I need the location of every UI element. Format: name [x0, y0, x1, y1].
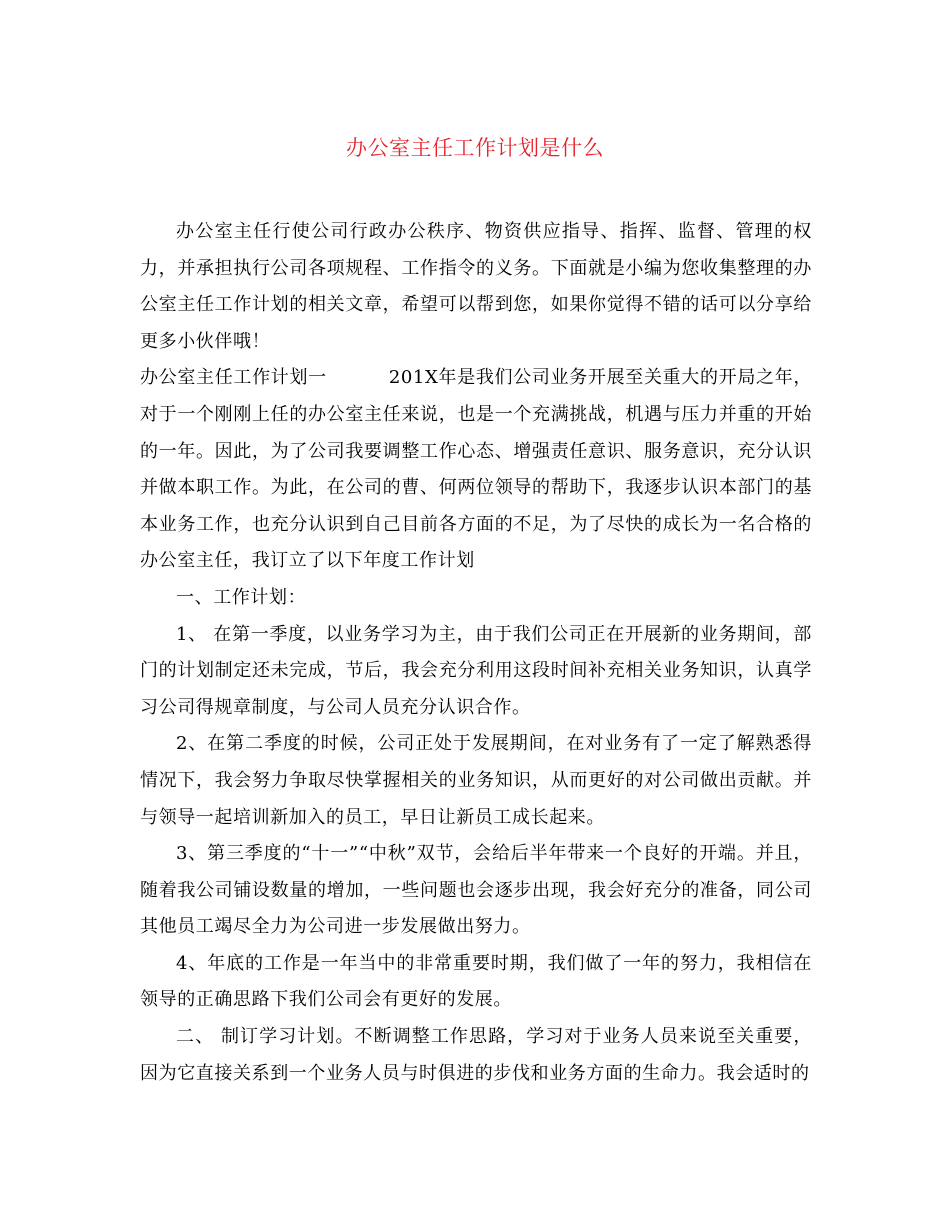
section-two-paragraph: 二、 制订学习计划。不断调整工作思路，学习对于业务人员来说至关重要，因为它直接关系到一个业务人员与时俱进的步伐和业务方面的生命力。我会适时的: [140, 1026, 812, 1084]
intro-paragraph: 办公室主任行使公司行政办公秩序、物资供应指导、指挥、监督、管理的权力，并承担执行公司各项规程、工作指令的义务。下面就是小编为您收集整理的办公室主任工作计划的相关文章，希望可以帮到您，如果你觉得不错的话可以分享给更多小伙伴哦！: [140, 221, 812, 352]
list-item: 1、 在第一季度，以业务学习为主，由于我们公司正在开展新的业务期间，部门的计划制定还未完成，节后，我会充分利用这段时间补充相关业务知识，认真学习公司得规章制度，与公司人员充分认识合作。: [140, 623, 812, 718]
plan-one-paragraph: [140, 360, 812, 580]
document-body: [140, 214, 812, 1092]
plan-one-body: 201X年是我们公司业务开展至关重大的开局之年，对于一个刚刚上任的办公室主任来说，也是一个充满挑战，机遇与压力并重的开始的一年。因此，为了公司我要调整工作心态、增强责任意识、服务意识，充分认识并做本职工作。为此，在公司的曹、何两位领导的帮助下，我逐步认识本部门的基本业务工作，也充分认识到自己目前各方面的不足，为了尽快的成长为一名合格的办公室主任，我订立了以下年度工作计划: [140, 367, 812, 572]
document-title: 办公室主任工作计划是什么: [346, 136, 604, 160]
plan-one-heading: 办公室主任工作计划一: [140, 367, 327, 389]
section-one-heading: 一、工作计划：: [176, 586, 307, 608]
list-item: 2、在第二季度的时候，公司正处于发展期间，在对业务有了一定了解熟悉得情况下，我会努力争取尽快掌握相关的业务知识，从而更好的对公司做出贡献。并与领导一起培训新加入的员工，早日让新员工成长起来。: [140, 733, 812, 828]
list-item: 4、年底的工作是一年当中的非常重要时期，我们做了一年的努力，我相信在领导的正确思路下我们公司会有更好的发展。: [140, 952, 812, 1011]
list-item: 3、第三季度的“十一”“中秋”双节，会给后半年带来一个良好的开端。并且，随着我公司铺设数量的增加，一些问题也会逐步出现，我会好充分的准备，同公司其他员工竭尽全力为公司进一步发展做出努力。: [140, 843, 812, 938]
